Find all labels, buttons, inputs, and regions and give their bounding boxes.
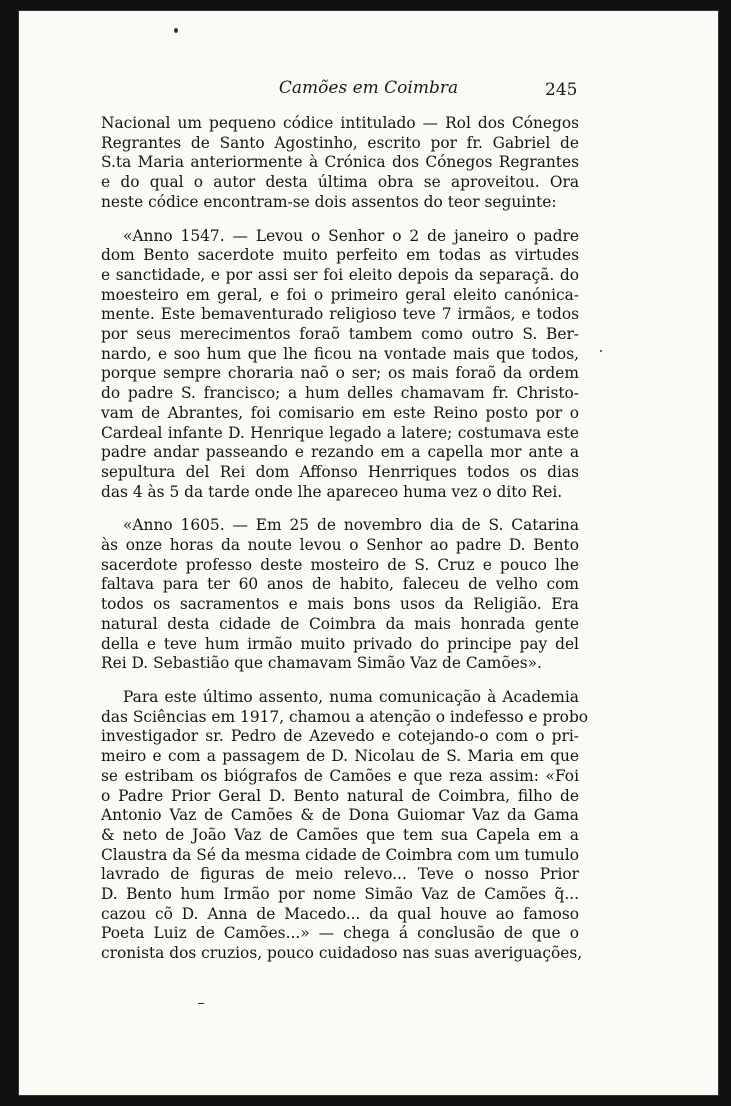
paragraph-assento-1547 — [101, 227, 579, 503]
text-line: Antonio Vaz de Camões & de Dona Guiomar Vaz da Gama — [101, 806, 579, 825]
page-header — [18, 78, 719, 108]
running-title: Camões em Coimbra — [278, 78, 459, 98]
paragraph-commentary — [101, 687, 589, 964]
text-line: padre andar passeando e rezando em a capella mor ante a — [101, 443, 579, 462]
text-line: e sanctidade, e por assi ser foi eleito depois da separaçã. do — [101, 265, 579, 284]
text-line: «Anno 1547. — Levou o Senhor o 2 de janeiro o padre — [123, 226, 579, 245]
text-line: investigador sr. Pedro de Azevedo e cotejando-o com o pri- — [101, 727, 579, 746]
text-line: Nacional um pequeno códice intitulado — Rol dos Cónegos — [101, 114, 579, 132]
text-line: das 4 às 5 da tarde onde lhe apareceo huma vez o dito Rei. — [101, 482, 563, 501]
text-line: cronista dos cruzios, pouco cuidadoso nas suas averiguações, — [101, 944, 583, 963]
text-line: meiro e com a passagem de D. Nicolau de S. Maria em que — [101, 747, 579, 766]
text-line: & neto de João Vaz de Camões que tem sua Capela em a — [101, 825, 579, 844]
text-line: nardo, e soo hum que lhe ficou na vontade mais que todos, — [101, 344, 579, 363]
text-line: e do qual o autor desta última obra se aproveitou. Ora — [101, 173, 579, 192]
text-line: faltava para ter 60 anos de habito, faleceu de velho com — [101, 575, 579, 594]
text-line: por seus merecimentos foraõ tambem como outro S. Ber- — [101, 325, 579, 344]
page-number: 245 — [545, 80, 578, 100]
text-line: mente. Este bemaventurado religioso teve 7 irmãos, e todos — [101, 305, 579, 324]
text-line: neste códice encontram-se dois assentos do teor seguinte: — [101, 192, 557, 211]
text-line: sacerdote professo deste mosteiro de S. Cruz e pouco lhe — [101, 555, 579, 574]
text-line: «Anno 1605. — Em 25 de novembro dia de S. Catarina — [123, 516, 579, 535]
text-line: Rei D. Sebastião que chamavam Simão Vaz de Camões». — [101, 654, 542, 673]
ink-speck — [174, 28, 178, 33]
text-line: todos os sacramentos e mais bons usos da Religião. Era — [101, 595, 579, 614]
text-line: sepultura del Rei dom Affonso Henrriques todos os dias — [101, 462, 579, 481]
text-line: Claustra da Sé da mesma cidade de Coimbra com um tumulo — [101, 845, 579, 864]
text-line: do padre S. francisco; a hum delles chamavam fr. Christo- — [101, 384, 579, 403]
ink-speck — [600, 350, 602, 352]
text-line: S.ta Maria anteriormente à Crónica dos Cónegos Regrantes — [101, 153, 579, 172]
text-line: Regrantes de Santo Agostinho, escrito por fr. Gabriel de — [101, 133, 579, 152]
text-line: se estribam os biógrafos de Camões e que reza assim: «Foi — [101, 766, 579, 785]
text-line: D. Bento hum Irmão por nome Simão Vaz de Camões q̃... — [101, 885, 579, 904]
text-line: o Padre Prior Geral D. Bento natural de Coimbra, filho de — [101, 786, 579, 805]
text-line: vam de Abrantes, foi comisario em este Reino posto por o — [101, 403, 579, 422]
text-line: das Sciências em 1917, chamou a atenção o indefesso e probo — [101, 707, 589, 726]
text-line: dom Bento sacerdote muito perfeito em todas as virtudes — [101, 246, 579, 265]
text-line: Para este último assento, numa comunicação à Academia — [123, 687, 579, 706]
text-line: lavrado de figuras de meio relevo... Teve o nosso Prior — [101, 865, 579, 884]
text-line: cazou cõ D. Anna de Macedo... da qual houve ao famoso — [101, 904, 579, 923]
text-line: Poeta Luiz de Camões...» — chega á conclusão de que o — [101, 924, 579, 943]
paragraph-intro — [101, 114, 579, 213]
ink-speck — [198, 1003, 204, 1004]
text-line: às onze horas da noute levou o Senhor ao padre D. Bento — [101, 536, 579, 555]
body-text — [101, 114, 589, 964]
book-page — [18, 10, 719, 1096]
text-line: moesteiro em geral, e foi o primeiro geral eleito canónica- — [101, 285, 579, 304]
text-line: natural desta cidade de Coimbra da mais honrada gente — [101, 614, 579, 633]
text-line: della e teve hum irmão muito privado do principe pay del — [101, 634, 579, 653]
text-line: porque sempre choraria naõ o ser; os mais foraõ da ordem — [101, 364, 579, 383]
paragraph-assento-1605 — [101, 516, 579, 674]
text-line: Cardeal infante D. Henrique legado a latere; costumava este — [101, 423, 579, 442]
